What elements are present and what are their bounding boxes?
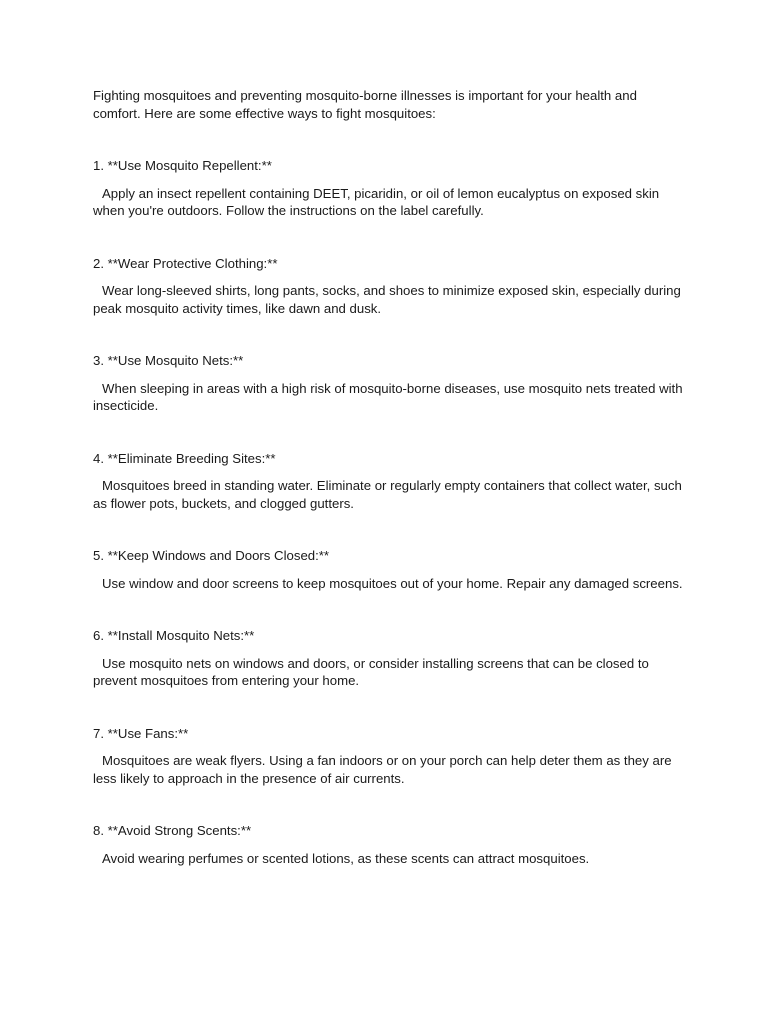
item-body-text: When sleeping in areas with a high risk of mosquito-borne diseases, use mosquito nets treated with insecticide. bbox=[93, 380, 683, 413]
item-body-text: Mosquitoes breed in standing water. Eliminate or regularly empty containers that collect water, such as flower pots, buckets, and clogged gutters. bbox=[93, 478, 682, 511]
item-body bbox=[93, 752, 683, 787]
item-title: 2. **Wear Protective Clothing:** bbox=[93, 255, 278, 271]
list-item bbox=[93, 255, 683, 318]
item-body-text: Use window and door screens to keep mosquitoes out of your home. Repair any damaged screens. bbox=[102, 575, 683, 591]
item-body-text: Avoid wearing perfumes or scented lotions, as these scents can attract mosquitoes. bbox=[102, 850, 590, 866]
item-body bbox=[93, 282, 683, 317]
document-page bbox=[93, 87, 683, 902]
item-body bbox=[93, 380, 683, 415]
item-body-text: Apply an insect repellent containing DEET, picaridin, or oil of lemon eucalyptus on exposed skin when you're outdoors. Follow the instructions on the label carefully. bbox=[93, 185, 660, 218]
item-title: 5. **Keep Windows and Doors Closed:** bbox=[93, 548, 330, 563]
item-body-text: Use mosquito nets on windows and doors, or consider installing screens that can be closed to prevent mosquitoes from entering your home. bbox=[93, 655, 649, 688]
item-body bbox=[93, 655, 683, 690]
item-title: 7. **Use Fans:** bbox=[93, 725, 189, 741]
item-body bbox=[93, 185, 683, 220]
list-item bbox=[93, 627, 683, 690]
list-item bbox=[93, 450, 683, 513]
item-title: 4. **Eliminate Breeding Sites:** bbox=[93, 450, 276, 466]
list-item bbox=[93, 822, 683, 867]
item-body-text: Wear long-sleeved shirts, long pants, socks, and shoes to minimize exposed skin, especially during peak mosquito activity times, like dawn and dusk. bbox=[93, 283, 681, 316]
list-item bbox=[93, 547, 683, 592]
list-item bbox=[93, 157, 683, 220]
list-item bbox=[93, 352, 683, 415]
item-body bbox=[93, 477, 683, 512]
item-title: 8. **Avoid Strong Scents:** bbox=[93, 823, 252, 838]
list-item bbox=[93, 725, 683, 788]
item-body-text: Mosquitoes are weak flyers. Using a fan indoors or on your porch can help deter them as they are less likely to approach in the presence of air currents. bbox=[93, 753, 672, 786]
item-title: 6. **Install Mosquito Nets:** bbox=[93, 628, 255, 643]
item-title: 1. **Use Mosquito Repellent:** bbox=[93, 158, 272, 173]
item-body bbox=[93, 850, 683, 868]
item-title: 3. **Use Mosquito Nets:** bbox=[93, 353, 244, 368]
item-body bbox=[93, 575, 683, 593]
intro-paragraph: Fighting mosquitoes and preventing mosquito-borne illnesses is important for your health and comfort. Here are some effective ways to fight mosquitoes: bbox=[93, 88, 637, 121]
